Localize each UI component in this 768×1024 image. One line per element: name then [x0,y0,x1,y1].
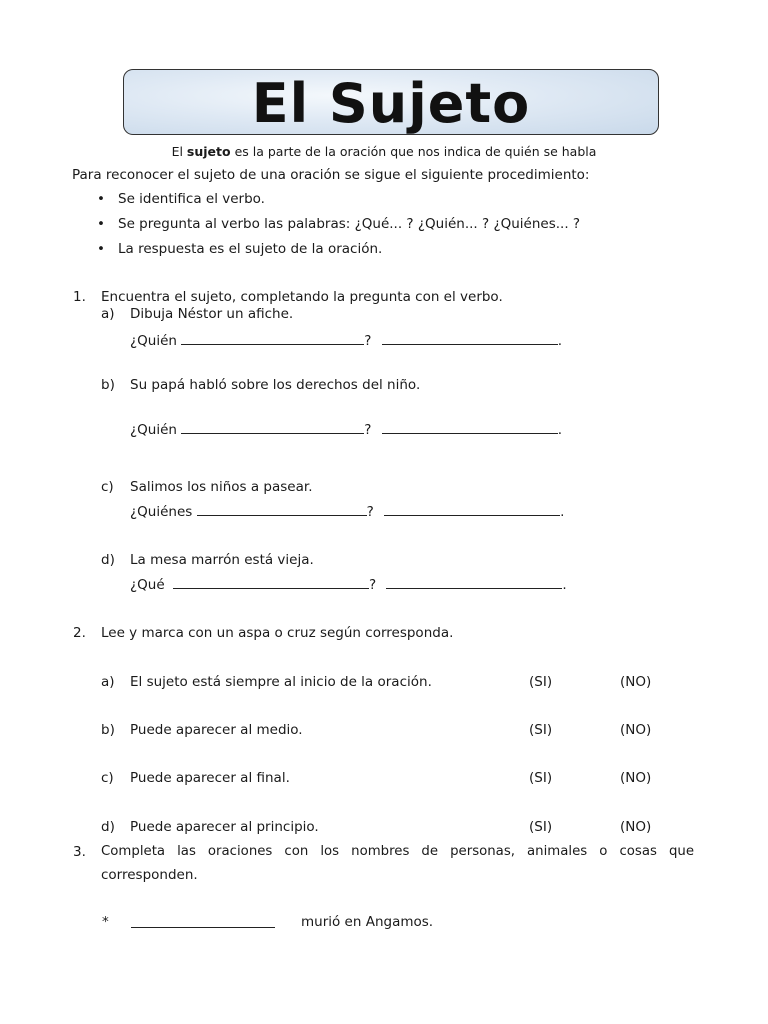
answer-blank[interactable] [181,333,364,345]
question-mark: ? [364,333,372,349]
item-sentence: Salimos los niños a pasear. [130,479,313,495]
statement-text: Puede aparecer al final. [130,770,290,786]
question-line [130,504,564,520]
answer-blank[interactable] [197,504,367,516]
answer-blank[interactable] [173,577,369,589]
answer-blank[interactable] [382,333,558,345]
option-no[interactable]: (NO) [620,674,652,690]
sentence-end: . [557,422,563,438]
question-word: ¿Qué [130,577,165,593]
option-yes[interactable]: (SI) [529,819,553,835]
statement-text: Puede aparecer al principio. [130,819,319,835]
question-mark: ? [364,422,372,438]
item-letter: d) [101,819,115,835]
question-mark: ? [368,577,377,593]
statement-text: El sujeto está siempre al inicio de la oración. [130,674,432,690]
exercise-instruction: Encuentra el sujeto, completando la pregunta con el verbo. [101,289,503,305]
option-yes[interactable]: (SI) [529,722,553,738]
exercise-instruction: Completa las oraciones con los nombres de personas, animales o cosas que [101,844,694,859]
item-sentence: Su papá habló sobre los derechos del niño. [130,377,421,393]
option-no[interactable]: (NO) [620,770,652,786]
procedure-step: • Se identifica el verbo. [118,191,265,207]
question-word: ¿Quién [130,422,177,438]
sentence-text: murió en Angamos. [301,914,434,930]
answer-blank[interactable] [181,422,364,434]
option-yes[interactable]: (SI) [529,674,553,690]
sentence-end: . [560,504,565,520]
item-letter: d) [101,552,115,568]
exercise-instruction-cont: corresponden. [101,867,198,883]
statement-text: Puede aparecer al medio. [130,722,303,738]
answer-blank[interactable] [131,916,275,928]
exercise-number: 3. [73,844,86,860]
definition-suffix: es la parte de la oración que nos indica de quién se habla [230,144,597,159]
item-letter: c) [101,770,114,786]
item-letter: c) [101,479,114,495]
procedure-step: • Se pregunta al verbo las palabras: ¿Qué... ? ¿Quién... ? ¿Quiénes... ? [118,216,580,232]
question-mark: ? [366,504,374,520]
item-letter: a) [101,674,115,690]
definition-prefix: El [171,144,187,159]
question-line [130,577,567,593]
question-line [130,333,562,349]
exercise-number: 1. [73,289,86,305]
definition-keyword: sujeto [186,144,231,159]
question-line [130,422,562,438]
item-marker: * [102,914,109,930]
procedure-step: • La respuesta es el sujeto de la oración. [118,241,382,257]
item-sentence: La mesa marrón está vieja. [130,552,314,568]
sentence-end: . [557,333,563,349]
sentence-end: . [562,577,567,593]
definition [0,144,768,159]
page-title: El Sujeto [251,72,531,135]
option-no[interactable]: (NO) [620,819,652,835]
option-yes[interactable]: (SI) [529,770,553,786]
exercise-number: 2. [73,625,86,641]
answer-blank[interactable] [386,577,562,589]
title-banner [123,69,659,135]
question-word: ¿Quiénes [130,504,193,520]
option-no[interactable]: (NO) [620,722,652,738]
item-letter: b) [101,377,115,393]
question-word: ¿Quién [130,333,177,349]
item-letter: b) [101,722,115,738]
exercise-instruction: Lee y marca con un aspa o cruz según corresponda. [101,625,454,641]
answer-blank[interactable] [384,504,560,516]
intro-text: Para reconocer el sujeto de una oración se sigue el siguiente procedimiento: [72,167,590,183]
item-letter: a) [101,306,115,322]
item-sentence: Dibuja Néstor un afiche. [130,306,294,322]
answer-blank[interactable] [382,422,558,434]
